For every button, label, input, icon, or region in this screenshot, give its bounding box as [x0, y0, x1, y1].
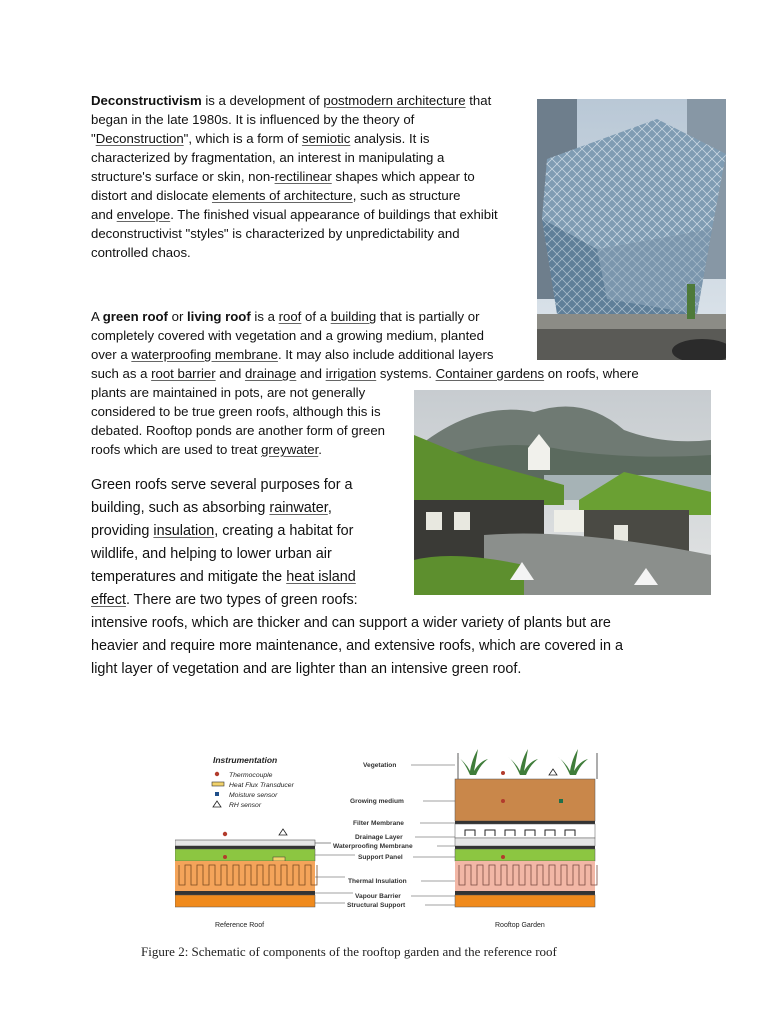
text-line: characterized by fragmentation, an interest in manipulating a — [91, 150, 445, 165]
layer-label-waterproofing: Waterproofing Membrane — [333, 843, 413, 850]
legend-item-moisture: Moisture sensor — [229, 792, 278, 799]
text: and — [91, 207, 117, 222]
text: . — [318, 442, 322, 457]
text-line: controlled chaos. — [91, 245, 191, 260]
figure-roof-schematic — [175, 745, 600, 935]
layer-label-growing-medium: Growing medium — [350, 798, 404, 805]
text-line: wildlife, and helping to lower urban air — [91, 546, 332, 562]
text-line: began in the late 1980s. It is influenced by the theory of — [91, 112, 415, 127]
paragraph-green-roof-purposes — [91, 474, 623, 681]
link-container-gardens[interactable]: Container gardens — [435, 366, 545, 381]
text: and — [215, 366, 245, 381]
text: , creating a habitat for — [214, 523, 354, 539]
term-living-roof: living roof — [187, 309, 251, 324]
layer-label-vapour-barrier: Vapour Barrier — [355, 893, 401, 900]
figure-caption: Figure 2: Schematic of components of the rooftop garden and the reference roof — [141, 944, 557, 959]
text: shapes which appear to — [331, 169, 475, 184]
text: structure's surface or skin, non- — [91, 169, 275, 184]
link-insulation[interactable]: insulation — [153, 523, 215, 539]
text: temperatures and mitigate the — [91, 569, 287, 585]
heat-flux-icon — [212, 782, 224, 786]
rh-sensor-icon — [213, 801, 221, 807]
text-line: intensive roofs, which are thicker and can support a wider variety of plants but are — [91, 615, 611, 631]
term-green-roof: green roof — [102, 309, 168, 324]
link-building[interactable]: building — [330, 309, 377, 324]
thermocouple-icon — [215, 772, 219, 776]
text: over a — [91, 347, 132, 362]
link-elements-of-architecture[interactable]: elements of architecture — [211, 188, 353, 203]
moisture-sensor-icon — [215, 792, 219, 796]
legend-item-heat-flux: Heat Flux Transducer — [229, 782, 294, 789]
link-postmodern-architecture[interactable]: postmodern architecture — [323, 93, 466, 108]
link-roof[interactable]: roof — [278, 309, 302, 324]
text-line: heavier and require more maintenance, and extensive roofs, which are covered in a — [91, 638, 623, 654]
link-heat-island-effect-cont[interactable]: effect — [91, 592, 126, 608]
text: . The finished visual appearance of buildings that exhibit — [170, 207, 498, 222]
text: , such as structure — [352, 188, 461, 203]
text: , — [327, 500, 332, 516]
text-line: light layer of vegetation and are lighter than an intensive green roof. — [91, 661, 522, 677]
text-line: Green roofs serve several purposes for a — [91, 477, 353, 493]
link-envelope[interactable]: envelope — [116, 207, 171, 222]
text: or — [167, 309, 188, 324]
text: A — [91, 309, 103, 324]
text-line: debated. Rooftop ponds are another form of green — [91, 423, 385, 438]
text-line: considered to be true green roofs, although this is — [91, 404, 381, 419]
layer-label-thermal-insulation: Thermal Insulation — [348, 878, 407, 885]
text: such as a — [91, 366, 152, 381]
text: building, such as absorbing — [91, 500, 270, 516]
layer-label-structural-support: Structural Support — [347, 902, 406, 909]
paragraph-deconstructivism — [91, 91, 498, 262]
link-irrigation[interactable]: irrigation — [325, 366, 377, 381]
text: distort and dislocate — [91, 188, 212, 203]
text: of a — [301, 309, 331, 324]
text-line: plants are maintained in pots, are not generally — [91, 385, 366, 400]
text: systems. — [376, 366, 436, 381]
link-greywater[interactable]: greywater — [261, 442, 319, 457]
text: is a development of — [201, 93, 324, 108]
text: ", which is a form of — [183, 131, 302, 146]
link-deconstruction[interactable]: Deconstruction — [95, 131, 184, 146]
text: providing — [91, 523, 154, 539]
label-rooftop-garden: Rooftop Garden — [495, 922, 545, 929]
link-root-barrier[interactable]: root barrier — [151, 366, 216, 381]
link-rectilinear[interactable]: rectilinear — [274, 169, 332, 184]
layer-label-support-panel: Support Panel — [358, 854, 403, 861]
text: . It may also include additional layers — [277, 347, 494, 362]
label-reference-roof: Reference Roof — [215, 922, 265, 929]
legend-item-rh: RH sensor — [229, 802, 262, 809]
layer-label-drainage-layer: Drainage Layer — [355, 834, 403, 841]
text: roofs which are used to treat — [91, 442, 262, 457]
text: analysis. It is — [350, 131, 430, 146]
text-line: deconstructivist "styles" is characterized by unpredictability and — [91, 226, 460, 241]
layer-label-filter-membrane: Filter Membrane — [353, 820, 404, 827]
text: " — [91, 131, 96, 146]
text: . There are two types of green roofs: — [125, 592, 358, 608]
link-drainage[interactable]: drainage — [244, 366, 297, 381]
text: that — [465, 93, 492, 108]
term-deconstructivism: Deconstructivism — [91, 93, 202, 108]
text: on roofs, where — [544, 366, 639, 381]
link-rainwater[interactable]: rainwater — [269, 500, 328, 516]
text-line: completely covered with vegetation and a growing medium, planted — [91, 328, 484, 343]
link-heat-island-effect[interactable]: heat island — [286, 569, 356, 585]
text: is a — [250, 309, 279, 324]
legend-title: Instrumentation — [213, 755, 278, 765]
text: that is partially or — [376, 309, 480, 324]
text: and — [296, 366, 326, 381]
link-semiotic[interactable]: semiotic — [301, 131, 351, 146]
vegetation-plants — [458, 749, 588, 775]
link-waterproofing-membrane[interactable]: waterproofing membrane — [131, 347, 278, 362]
legend-item-thermocouple: Thermocouple — [229, 772, 273, 779]
layer-label-vegetation: Vegetation — [363, 762, 397, 769]
